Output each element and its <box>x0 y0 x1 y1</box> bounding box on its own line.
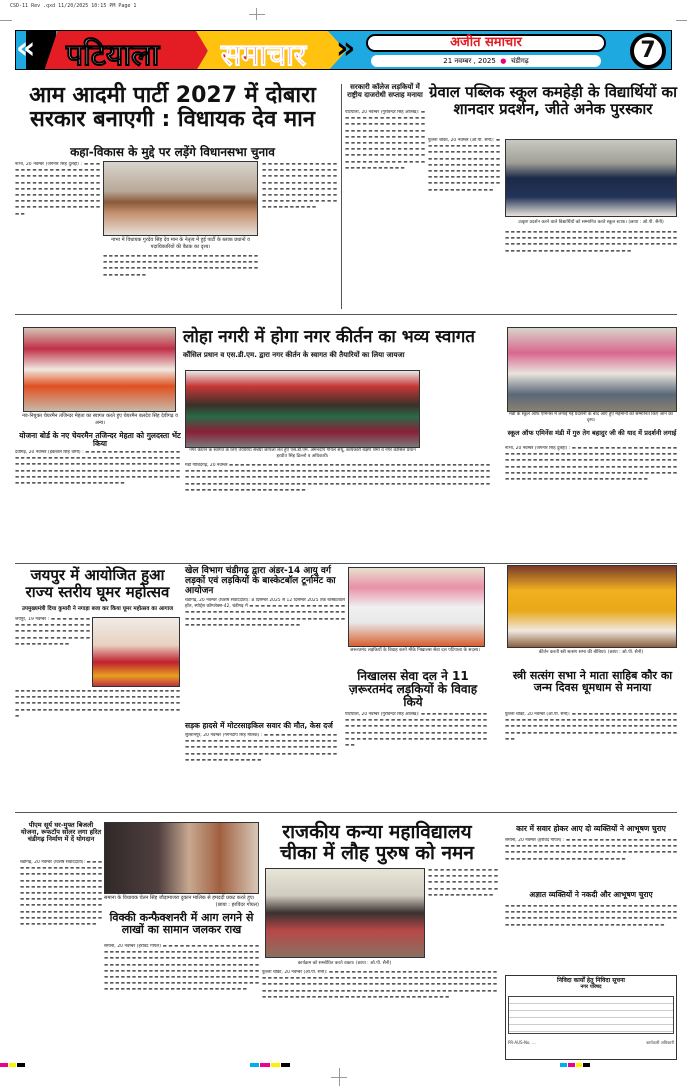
photo-fire-inspection <box>104 822 259 894</box>
column-rule <box>341 84 342 309</box>
caption-nikhalas-photo: जरूरतमंद लड़कियों के विवाह करने मौके निखालस सेवा दल पटियाला के सदस्य। <box>350 648 480 653</box>
notice-table <box>508 996 674 1034</box>
crop-mark <box>676 20 687 21</box>
body-mehta: देवीगढ़, 20 नवम्बर (इकबाल सिंह धीमी) : ▬ ▬ ▬ ▬ ▬ ▬ ▬ ▬ ▬ ▬ ▬ ▬ ▬ ▬ ▬ ▬ ▬ ▬ ▬ ▬ ▬ ▬ ▬ ▬ ▬ ▬ ▬ ▬ ▬ ▬ ▬ ▬ ▬ ▬ ▬ ▬ ▬ ▬ ▬ ▬ ▬ ▬ ▬ ▬ ▬ ▬ ▬ ▬ ▬ ▬ ▬ ▬ ▬ ▬ ▬ ▬ ▬ ▬ ▬ ▬ ▬ ▬ ▬ ▬ ▬ ▬ ▬ ▬ ▬ ▬ ▬ ▬ ▬ ▬ ▬ ▬ ▬ ▬ ▬ ▬ ▬ ▬ ▬ ▬ ▬ ▬ ▬ ▬ ▬ ▬ ▬ ▬ ▬ ▬ ▬ ▬ ▬ ▬ ▬ ▬ ▬ ▬ ▬ ▬ ▬ ▬ ▬ ▬ ▬ ▬ ▬ ▬ ▬ ▬ ▬ ▬ ▬ ▬ ▬ ▬ ▬ ▬ ▬ ▬ ▬ ▬ ▬ ▬ ▬ ▬ ▬ ▬ ▬ ▬ ▬ ▬ ▬ ▬ ▬ ▬ ▬ ▬ ▬ ▬ ▬ ▬ ▬ ▬ ▬ ▬ ▬ ▬ ▬ ▬ ▬ ▬ ▬ <box>15 450 180 487</box>
notice-footer-left: PR-AUS-No. ... <box>508 1040 536 1045</box>
photo-aap-meeting <box>103 161 258 236</box>
section-title-left: पटियाला <box>66 38 160 70</box>
body-solar: चंडीगढ़, 20 नवम्बर (विशेष संवाददाता): ▬ ▬ ▬ ▬ ▬ ▬ ▬ ▬ ▬ ▬ ▬ ▬ ▬ ▬ ▬ ▬ ▬ ▬ ▬ ▬ ▬ ▬ ▬ ▬ ▬ ▬ ▬ ▬ ▬ ▬ ▬ ▬ ▬ ▬ ▬ ▬ ▬ ▬ ▬ ▬ ▬ ▬ ▬ ▬ ▬ ▬ ▬ ▬ ▬ ▬ ▬ ▬ ▬ ▬ ▬ ▬ ▬ ▬ ▬ ▬ ▬ ▬ ▬ ▬ ▬ ▬ ▬ ▬ ▬ ▬ ▬ ▬ ▬ ▬ ▬ ▬ ▬ ▬ ▬ ▬ ▬ ▬ ▬ ▬ ▬ ▬ ▬ ▬ ▬ ▬ ▬ ▬ ▬ ▬ ▬ ▬ ▬ ▬ ▬ ▬ ▬ ▬ ▬ ▬ ▬ ▬ ▬ ▬ ▬ ▬ ▬ ▬ ▬ ▬ ▬ ▬ ▬ ▬ ▬ ▬ ▬ ▬ ▬ ▬ ▬ ▬ ▬ ▬ ▬ ▬ ▬ ▬ ▬ ▬ ▬ ▬ ▬ ▬ ▬ ▬ ▬ ▬ ▬ ▬ ▬ ▬ ▬ ▬ ▬ ▬ ▬ ▬ <box>20 860 102 928</box>
dateline-nikhalas: पटियाला, 20 नवम्बर (गुरविन्दर सिंह औलख): <box>345 712 420 717</box>
dateline-solar: चंडीगढ़, 20 नवम्बर (विशेष संवाददाता): <box>20 860 85 865</box>
body-grewal-col1: फुल्ला चौका, 20 नवम्बर (ओ.पी. सैनी): ▬ ▬ ▬ ▬ ▬ ▬ ▬ ▬ ▬ ▬ ▬ ▬ ▬ ▬ ▬ ▬ ▬ ▬ ▬ ▬ ▬ ▬ ▬ ▬ ▬ ▬ ▬ ▬ ▬ ▬ ▬ ▬ ▬ ▬ ▬ ▬ ▬ ▬ ▬ ▬ ▬ ▬ ▬ ▬ ▬ ▬ ▬ ▬ ▬ ▬ ▬ ▬ ▬ ▬ ▬ ▬ ▬ ▬ ▬ ▬ ▬ ▬ ▬ ▬ ▬ ▬ ▬ ▬ ▬ ▬ ▬ ▬ ▬ ▬ ▬ ▬ ▬ ▬ ▬ ▬ ▬ ▬ ▬ ▬ ▬ ▬ ▬ ▬ ▬ ▬ ▬ ▬ ▬ ▬ ▬ ▬ ▬ ▬ ▬ ▬ ▬ ▬ ▬ ▬ <box>428 138 500 193</box>
photo-college-event <box>265 868 425 958</box>
caption-fire-text: समाना के विधायक चेतन सिंह जौड़ामाजरा दुकान मालिक से हमदर्दी प्रकट करते हुए। <box>104 895 255 901</box>
caption-grewal: उत्कृष्ट प्रदर्शन करने वाले विद्यार्थियों को सम्मानित करते स्कूल स्टाफ। (छाया : ओ.पी. सैनी) <box>518 220 664 225</box>
dateline-satsang: फुल्ला चौका, 20 नवम्बर (ओ.पी. सैनी): <box>505 712 571 717</box>
headline-anti-dowry: सरकारी कॉलेज लड़कियों में राष्ट्रीय दाजरोधी सप्ताह मनाया <box>347 83 423 99</box>
body-anti-dowry: पटियाला, 20 नवम्बर (गुरविन्दर सिंह औलख): ▬ ▬ ▬ ▬ ▬ ▬ ▬ ▬ ▬ ▬ ▬ ▬ ▬ ▬ ▬ ▬ ▬ ▬ ▬ ▬ ▬ ▬ ▬ ▬ ▬ ▬ ▬ ▬ ▬ ▬ ▬ ▬ ▬ ▬ ▬ ▬ ▬ ▬ ▬ ▬ ▬ ▬ ▬ ▬ ▬ ▬ ▬ ▬ ▬ ▬ ▬ ▬ ▬ ▬ ▬ ▬ ▬ ▬ ▬ ▬ ▬ ▬ ▬ ▬ ▬ ▬ ▬ ▬ ▬ ▬ ▬ ▬ ▬ ▬ ▬ ▬ ▬ ▬ ▬ ▬ ▬ ▬ ▬ ▬ ▬ ▬ ▬ ▬ ▬ ▬ ▬ ▬ ▬ ▬ ▬ ▬ ▬ ▬ ▬ ▬ ▬ ▬ ▬ ▬ ▬ ▬ ▬ ▬ ▬ ▬ ▬ ▬ ▬ ▬ ▬ ▬ ▬ ▬ ▬ ▬ ▬ ▬ ▬ ▬ <box>345 110 425 171</box>
section-rule <box>15 812 677 813</box>
issue-date: 21 नवम्बर , 2025 <box>443 57 496 65</box>
headline-nikhalas: निखालस सेवा दल ने 11 ज़रूरतमंद लड़कियों के विवाह किये <box>348 669 478 710</box>
chevron-right-icon: » <box>336 31 356 66</box>
section-rule <box>15 563 677 564</box>
caption-fire-photo <box>104 895 259 909</box>
page-number: 7 <box>630 33 666 69</box>
dateline-emnes: नाभा, 20 नवम्बर (जगनार सिंह दुलद्दी) : <box>505 446 571 451</box>
caption-satsang-photo: कीर्तन करती स्त्री सत्संग सभा की बीबियां। (छाया : ओ.पी. सैनी) <box>538 650 644 655</box>
headline-mehta: योजना बोर्ड के नए चेयरमैन तजिन्दर मेहता को गुलदस्ता भेंट किया <box>19 431 181 449</box>
dateline-accident: सुल्तानपुर, 20 नवम्बर (गगनदीप सिंह मलिक) : <box>185 733 263 738</box>
dateline-anti-dowry: पटियाला, 20 नवम्बर (गुरविन्दर सिंह औलख): <box>345 110 420 115</box>
headline-college: राजकीय कन्या महाविद्यालय चीका में लौह पुरुष को नमन <box>280 821 474 864</box>
photo-emnes-exhibition <box>507 327 677 412</box>
photo-satsang-kirtan <box>507 565 677 648</box>
body-grewal-col2: ▬ ▬ ▬ ▬ ▬ ▬ ▬ ▬ ▬ ▬ ▬ ▬ ▬ ▬ ▬ ▬ ▬ ▬ ▬ ▬ ▬ ▬ ▬ ▬ ▬ ▬ ▬ ▬ ▬ ▬ ▬ ▬ ▬ ▬ ▬ ▬ ▬ ▬ ▬ ▬ ▬ ▬ ▬ ▬ ▬ ▬ ▬ ▬ ▬ ▬ ▬ ▬ ▬ ▬ ▬ ▬ ▬ ▬ ▬ ▬ ▬ ▬ ▬ ▬ ▬ ▬ ▬ ▬ ▬ ▬ ▬ ▬ ▬ ▬ ▬ ▬ ▬ ▬ ▬ ▬ ▬ ▬ ▬ ▬ ▬ ▬ ▬ ▬ ▬ ▬ ▬ ▬ ▬ ▬ ▬ ▬ ▬ ▬ ▬ ▬ ▬ ▬ ▬ ▬ ▬ ▬ ▬ ▬ ▬ ▬ ▬ ▬ ▬ ▬ ▬ ▬ <box>505 230 677 254</box>
photo-grewal-students <box>505 139 677 217</box>
body-jaipur-col1: जयपुर, 19 नवम्बर : ▬ ▬ ▬ ▬ ▬ ▬ ▬ ▬ ▬ ▬ ▬ ▬ ▬ ▬ ▬ ▬ ▬ ▬ ▬ ▬ ▬ ▬ ▬ ▬ ▬ ▬ ▬ ▬ ▬ ▬ ▬ ▬ ▬ ▬ ▬ ▬ ▬ ▬ ▬ ▬ ▬ ▬ ▬ ▬ ▬ ▬ ▬ ▬ ▬ ▬ ▬ ▬ ▬ ▬ ▬ ▬ <box>15 617 90 647</box>
body-fire: समाना, 20 नवम्बर (हरविंद गोयल) ▬ ▬ ▬ ▬ ▬ ▬ ▬ ▬ ▬ ▬ ▬ ▬ ▬ ▬ ▬ ▬ ▬ ▬ ▬ ▬ ▬ ▬ ▬ ▬ ▬ ▬ ▬ ▬ ▬ ▬ ▬ ▬ ▬ ▬ ▬ ▬ ▬ ▬ ▬ ▬ ▬ ▬ ▬ ▬ ▬ ▬ ▬ ▬ ▬ ▬ ▬ ▬ ▬ ▬ ▬ ▬ ▬ ▬ ▬ ▬ ▬ ▬ ▬ ▬ ▬ ▬ ▬ ▬ ▬ ▬ ▬ ▬ ▬ ▬ ▬ ▬ ▬ ▬ ▬ ▬ ▬ ▬ ▬ ▬ ▬ ▬ ▬ ▬ ▬ ▬ ▬ ▬ ▬ ▬ ▬ ▬ ▬ ▬ ▬ ▬ ▬ ▬ ▬ ▬ ▬ ▬ ▬ ▬ ▬ ▬ ▬ ▬ ▬ ▬ ▬ ▬ ▬ ▬ ▬ ▬ ▬ ▬ ▬ ▬ ▬ ▬ ▬ ▬ ▬ ▬ ▬ ▬ ▬ ▬ ▬ ▬ ▬ ▬ ▬ ▬ ▬ ▬ ▬ ▬ ▬ ▬ ▬ ▬ ▬ ▬ ▬ ▬ ▬ ▬ ▬ ▬ ▬ ▬ ▬ ▬ ▬ ▬ ▬ ▬ ▬ ▬ ▬ ▬ ▬ ▬ ▬ ▬ ▬ ▬ ▬ ▬ ▬ ▬ ▬ ▬ ▬ ▬ ▬ ▬ ▬ ▬ ▬ ▬ ▬ ▬ ▬ ▬ ▬ ▬ ▬ ▬ ▬ ▬ ▬ ▬ ▬ ▬ ▬ ▬ ▬ ▬ ▬ ▬ ▬ ▬ ▬ <box>104 944 259 993</box>
dot-icon: ● <box>498 57 509 65</box>
crop-mark <box>331 1077 347 1078</box>
body-college-col1: ▬ ▬ ▬ ▬ ▬ ▬ ▬ ▬ ▬ ▬ ▬ ▬ ▬ ▬ ▬ ▬ ▬ ▬ ▬ ▬ ▬ ▬ ▬ ▬ ▬ ▬ ▬ ▬ ▬ ▬ ▬ ▬ ▬ ▬ ▬ ▬ ▬ ▬ ▬ ▬ ▬ ▬ ▬ ▬ ▬ ▬ ▬ ▬ ▬ ▬ ▬ ▬ ▬ ▬ ▬ ▬ ▬ ▬ ▬ ▬ <box>428 868 498 898</box>
headline-aap: आम आदमी पार्टी 2027 में दोबारा सरकार बनाएगी : विधायक देव मान <box>29 83 316 133</box>
masthead <box>15 30 672 70</box>
chevron-left-icon: « <box>16 31 36 66</box>
color-registration-bar <box>0 1063 25 1067</box>
newspaper-brand: अजीत समाचार <box>366 34 606 52</box>
headline-grewal: ग्रेवाल पब्लिक स्कूल कमहेड़ी के विद्यार्थियों का शानदार प्रदर्शन, जीते अनेक पुरस्कार <box>429 83 677 118</box>
subhead-aap: कहा-विकास के मुद्दे पर लड़ेंगे विधानसभा चुनाव <box>70 145 275 159</box>
masthead-dateline <box>371 55 601 67</box>
issue-city: चंडीगढ़ <box>510 57 529 65</box>
crop-mark <box>0 20 12 21</box>
headline-theft1: कार में सवार होकर आए दो व्यक्तियों ने आभूषण चुराए <box>516 824 666 833</box>
body-aap-col3: ▬ ▬ ▬ ▬ ▬ ▬ ▬ ▬ ▬ ▬ ▬ ▬ ▬ ▬ ▬ ▬ ▬ ▬ ▬ ▬ ▬ ▬ ▬ ▬ ▬ ▬ ▬ ▬ ▬ ▬ ▬ ▬ ▬ ▬ ▬ ▬ ▬ ▬ ▬ ▬ ▬ ▬ ▬ ▬ ▬ ▬ ▬ ▬ ▬ ▬ ▬ ▬ ▬ ▬ ▬ ▬ ▬ ▬ ▬ ▬ ▬ ▬ ▬ ▬ ▬ ▬ ▬ ▬ ▬ ▬ ▬ ▬ ▬ ▬ ▬ ▬ ▬ ▬ ▬ ▬ ▬ ▬ ▬ ▬ ▬ ▬ ▬ ▬ ▬ ▬ ▬ ▬ ▬ ▬ ▬ ▬ ▬ ▬ ▬ ▬ ▬ <box>262 162 337 211</box>
notice-subtitle: नगर परिषद <box>580 984 602 990</box>
caption-fire-credit: (छाया : हरविंदर गोयल) <box>215 902 259 908</box>
headline-accident: सड़क हादसे में मोटरसाइकिल सवार की मौत, केस दर्ज <box>185 721 333 730</box>
subhead-jaipur: उपमुख्यमंत्री दिया कुमारी ने नगाड़ा बजा कर किया घूमर महोत्सव का आगाज <box>21 606 174 612</box>
dateline-grewal: फुल्ला चौका, 20 नवम्बर (ओ.पी. सैनी): <box>428 138 495 143</box>
body-emnes: नाभा, 20 नवम्बर (जगनार सिंह दुलद्दी) : ▬ ▬ ▬ ▬ ▬ ▬ ▬ ▬ ▬ ▬ ▬ ▬ ▬ ▬ ▬ ▬ ▬ ▬ ▬ ▬ ▬ ▬ ▬ ▬ ▬ ▬ ▬ ▬ ▬ ▬ ▬ ▬ ▬ ▬ ▬ ▬ ▬ ▬ ▬ ▬ ▬ ▬ ▬ ▬ ▬ ▬ ▬ ▬ ▬ ▬ ▬ ▬ ▬ ▬ ▬ ▬ ▬ ▬ ▬ ▬ ▬ ▬ ▬ ▬ ▬ ▬ ▬ ▬ ▬ ▬ ▬ ▬ ▬ ▬ ▬ ▬ ▬ ▬ ▬ ▬ ▬ ▬ ▬ ▬ ▬ ▬ ▬ ▬ ▬ ▬ ▬ ▬ ▬ ▬ ▬ ▬ ▬ ▬ ▬ ▬ ▬ ▬ ▬ ▬ ▬ ▬ ▬ ▬ ▬ ▬ ▬ ▬ ▬ ▬ ▬ ▬ ▬ ▬ ▬ ▬ ▬ ▬ ▬ ▬ ▬ ▬ ▬ ▬ ▬ ▬ ▬ ▬ ▬ ▬ ▬ ▬ ▬ ▬ ▬ ▬ ▬ ▬ ▬ ▬ ▬ ▬ ▬ ▬ ▬ ▬ ▬ ▬ ▬ ▬ ▬ ▬ ▬ ▬ ▬ ▬ ▬ ▬ ▬ ▬ ▬ ▬ ▬ ▬ ▬ <box>505 446 677 483</box>
photo-loha-officials <box>185 370 420 448</box>
caption-mehta-photo: नव-नियुक्त चेयरमैन तजिन्दर मेहता का स्वागत करते हुए चेयरमैन बलदेव सिंह देवीगढ़ व अन्य। <box>22 413 178 426</box>
caption-college: कार्यक्रम को सम्बोधित करते वक्ता। (छाया : ओ.पी. सैनी) <box>297 961 392 966</box>
headline-emnes: स्कूल ऑफ एमिनेंस मंडी में गुरु तेग बहादुर जी की याद में प्रदर्शनी लगाई <box>507 429 677 437</box>
caption-loha: नगर कीर्तन के स्वागत के लिए तैयारियों संबंधी जायजा लेते हुए एस.डी.एम. अमनदीप गोयल संधू, कार्यकारी बेक्षण शर्मा व नगर कौंसिल प्रधान हरप्रीत सिंह ढिल्लो व अधिकारी। <box>189 448 416 459</box>
headline-fire: विक्की कन्फैक्शनरी में आग लगने से लाखों का सामान जलकर राख <box>109 911 254 937</box>
notice-footer-right: कार्यकारी अधिकारी <box>646 1040 674 1045</box>
section-rule <box>15 314 677 315</box>
photo-nikhalas-wedding <box>348 567 485 647</box>
caption-aap: नाभा में विधायक गुरदेव सिंह देव मान के नेतृत्व में हुई पार्टी के ब्लाक प्रधानों व पदाधिकारियों की बैठक का दृश्य। <box>111 237 250 250</box>
body-college-col2: फुल्ला चौका, 20 नवम्बर (ओ.पी. सैनी): ▬ ▬ ▬ ▬ ▬ ▬ ▬ ▬ ▬ ▬ ▬ ▬ ▬ ▬ ▬ ▬ ▬ ▬ ▬ ▬ ▬ ▬ ▬ ▬ ▬ ▬ ▬ ▬ ▬ ▬ ▬ ▬ ▬ ▬ ▬ ▬ ▬ ▬ ▬ ▬ ▬ ▬ ▬ ▬ ▬ ▬ ▬ ▬ ▬ ▬ ▬ ▬ ▬ ▬ ▬ ▬ ▬ ▬ ▬ ▬ ▬ ▬ ▬ ▬ ▬ ▬ ▬ ▬ ▬ ▬ ▬ ▬ ▬ ▬ ▬ ▬ ▬ ▬ ▬ ▬ ▬ ▬ ▬ ▬ ▬ ▬ ▬ ▬ ▬ ▬ ▬ ▬ ▬ ▬ ▬ ▬ ▬ ▬ ▬ ▬ ▬ ▬ ▬ ▬ ▬ ▬ ▬ ▬ ▬ ▬ ▬ ▬ ▬ ▬ ▬ ▬ ▬ ▬ ▬ ▬ ▬ ▬ ▬ ▬ ▬ ▬ ▬ ▬ ▬ ▬ ▬ ▬ ▬ ▬ ▬ ▬ ▬ ▬ ▬ ▬ ▬ ▬ ▬ ▬ ▬ ▬ ▬ ▬ ▬ ▬ ▬ ▬ ▬ ▬ ▬ ▬ ▬ ▬ ▬ ▬ ▬ ▬ ▬ ▬ ▬ ▬ ▬ ▬ ▬ ▬ ▬ ▬ ▬ ▬ ▬ ▬ ▬ ▬ ▬ ▬ ▬ ▬ ▬ ▬ ▬ ▬ ▬ ▬ ▬ ▬ <box>262 970 497 1000</box>
body-nikhalas: पटियाला, 20 नवम्बर (गुरविन्दर सिंह औलख): ▬ ▬ ▬ ▬ ▬ ▬ ▬ ▬ ▬ ▬ ▬ ▬ ▬ ▬ ▬ ▬ ▬ ▬ ▬ ▬ ▬ ▬ ▬ ▬ ▬ ▬ ▬ ▬ ▬ ▬ ▬ ▬ ▬ ▬ ▬ ▬ ▬ ▬ ▬ ▬ ▬ ▬ ▬ ▬ ▬ ▬ ▬ ▬ ▬ ▬ ▬ ▬ ▬ ▬ ▬ ▬ ▬ ▬ ▬ ▬ ▬ ▬ ▬ ▬ ▬ ▬ ▬ ▬ ▬ ▬ ▬ ▬ ▬ ▬ ▬ ▬ ▬ ▬ ▬ ▬ ▬ ▬ ▬ ▬ ▬ ▬ ▬ ▬ ▬ ▬ ▬ ▬ ▬ ▬ ▬ ▬ ▬ ▬ ▬ ▬ ▬ ▬ ▬ ▬ ▬ ▬ ▬ ▬ ▬ ▬ ▬ ▬ ▬ ▬ <box>345 712 487 749</box>
section-title-right: समाचार <box>221 38 307 70</box>
dateline-basketball: चंडीगढ़, 20 नवम्बर (विशेष संवाददाता): 8 दिसम्बर 2025 से 12 दिसम्बर 2025 तक बास्केटबॉल हॉल, स्पोर्ट्स कॉम्प्लेक्स-42, चंडीगढ़ में <box>185 598 345 610</box>
crop-mark <box>249 14 265 15</box>
dateline-jaipur: जयपुर, 19 नवम्बर : <box>15 617 50 622</box>
dateline-college: फुल्ला चौका, 20 नवम्बर (ओ.पी. सैनी): <box>262 970 328 975</box>
body-aap-col1: नाभा, 20 नवम्बर (जगनार सिंह दुलद्दी) : ▬ ▬ ▬ ▬ ▬ ▬ ▬ ▬ ▬ ▬ ▬ ▬ ▬ ▬ ▬ ▬ ▬ ▬ ▬ ▬ ▬ ▬ ▬ ▬ ▬ ▬ ▬ ▬ ▬ ▬ ▬ ▬ ▬ ▬ ▬ ▬ ▬ ▬ ▬ ▬ ▬ ▬ ▬ ▬ ▬ ▬ ▬ ▬ ▬ ▬ ▬ ▬ ▬ ▬ ▬ ▬ ▬ ▬ ▬ ▬ ▬ ▬ ▬ ▬ ▬ ▬ ▬ ▬ ▬ ▬ ▬ ▬ ▬ ▬ ▬ ▬ ▬ ▬ ▬ ▬ ▬ ▬ ▬ ▬ ▬ ▬ ▬ ▬ ▬ ▬ ▬ ▬ ▬ ▬ ▬ ▬ ▬ ▬ ▬ ▬ ▬ ▬ ▬ ▬ ▬ ▬ ▬ ▬ ▬ ▬ <box>15 162 100 217</box>
tender-notice-ad <box>505 975 677 1060</box>
dateline-theft1: समाना, 20 नवम्बर (हरविंद गोयल) : <box>505 838 565 843</box>
caption-emnes-photo: मंडी के स्कूल ऑफ एमिनेंस में लगाई गई प्रदर्शनी के बाद आए हुए मेहमानों को सम्मानित किए जाने का दृश्य। <box>509 412 673 423</box>
dateline-mehta: देवीगढ़, 20 नवम्बर (इकबाल सिंह धीमी) : <box>15 450 84 455</box>
body-theft1: समाना, 20 नवम्बर (हरविंद गोयल) : ▬ ▬ ▬ ▬ ▬ ▬ ▬ ▬ ▬ ▬ ▬ ▬ ▬ ▬ ▬ ▬ ▬ ▬ ▬ ▬ ▬ ▬ ▬ ▬ ▬ ▬ ▬ ▬ ▬ ▬ ▬ ▬ ▬ ▬ ▬ ▬ ▬ ▬ ▬ ▬ ▬ ▬ ▬ ▬ ▬ ▬ ▬ ▬ ▬ ▬ ▬ ▬ ▬ ▬ ▬ ▬ ▬ ▬ ▬ ▬ ▬ ▬ ▬ ▬ ▬ ▬ ▬ ▬ ▬ ▬ ▬ ▬ ▬ ▬ ▬ ▬ ▬ ▬ ▬ ▬ ▬ ▬ ▬ ▬ ▬ ▬ ▬ ▬ ▬ ▬ ▬ ▬ ▬ ▬ ▬ ▬ ▬ ▬ ▬ ▬ ▬ ▬ ▬ ▬ <box>505 838 677 862</box>
headline-satsang: स्त्री सत्संग सभा ने माता साहिब कौर का जन्म दिवस धूमधाम से मनाया <box>512 669 673 695</box>
color-registration-bar <box>250 1063 290 1067</box>
headline-basketball: खेल विभाग चंडीगढ़ द्वारा अंडर-14 आयु वर्ग लड़कों एवं लड़कियों के बास्केटबॉल टूर्नामेंट का आयोजन <box>185 566 336 596</box>
headline-theft2: अज्ञात व्यक्तियों ने नकदी और आभूषण चुराए <box>529 890 653 899</box>
color-registration-bar <box>560 1063 590 1067</box>
subhead-loha: कौंसिल प्रधान व एस.डी.एम. द्वारा नगर कीर्तन के स्वागत की तैयारियों का लिया जायजा <box>183 351 405 359</box>
body-jaipur-col2: ▬ ▬ ▬ ▬ ▬ ▬ ▬ ▬ ▬ ▬ ▬ ▬ ▬ ▬ ▬ ▬ ▬ ▬ ▬ ▬ ▬ ▬ ▬ ▬ ▬ ▬ ▬ ▬ ▬ ▬ ▬ ▬ ▬ ▬ ▬ ▬ ▬ ▬ ▬ ▬ ▬ ▬ ▬ ▬ ▬ ▬ ▬ ▬ ▬ ▬ ▬ ▬ ▬ ▬ ▬ ▬ ▬ ▬ ▬ ▬ ▬ ▬ ▬ ▬ ▬ ▬ ▬ ▬ ▬ ▬ ▬ ▬ ▬ ▬ ▬ ▬ ▬ ▬ ▬ ▬ ▬ ▬ ▬ ▬ ▬ ▬ ▬ ▬ ▬ ▬ ▬ ▬ ▬ ▬ ▬ ▬ ▬ ▬ ▬ ▬ ▬ ▬ ▬ ▬ ▬ ▬ ▬ ▬ ▬ ▬ ▬ ▬ ▬ ▬ ▬ ▬ ▬ ▬ ▬ ▬ ▬ <box>15 689 180 719</box>
photo-mehta-welcome <box>23 327 176 412</box>
body-satsang: फुल्ला चौका, 20 नवम्बर (ओ.पी. सैनी): ▬ ▬ ▬ ▬ ▬ ▬ ▬ ▬ ▬ ▬ ▬ ▬ ▬ ▬ ▬ ▬ ▬ ▬ ▬ ▬ ▬ ▬ ▬ ▬ ▬ ▬ ▬ ▬ ▬ ▬ ▬ ▬ ▬ ▬ ▬ ▬ ▬ ▬ ▬ ▬ ▬ ▬ ▬ ▬ ▬ ▬ ▬ ▬ ▬ ▬ ▬ ▬ ▬ ▬ ▬ ▬ ▬ ▬ ▬ ▬ ▬ ▬ ▬ ▬ ▬ ▬ ▬ ▬ ▬ ▬ ▬ ▬ ▬ ▬ ▬ ▬ ▬ ▬ ▬ ▬ ▬ ▬ ▬ ▬ ▬ ▬ ▬ ▬ ▬ ▬ ▬ ▬ ▬ ▬ ▬ ▬ ▬ ▬ ▬ ▬ ▬ ▬ ▬ ▬ ▬ ▬ ▬ ▬ ▬ ▬ ▬ ▬ ▬ ▬ <box>505 712 677 742</box>
dateline-aap: नाभा, 20 नवम्बर (जगनार सिंह दुलद्दी) : <box>15 162 83 167</box>
body-accident: सुल्तानपुर, 20 नवम्बर (गगनदीप सिंह मलिक) : ▬ ▬ ▬ ▬ ▬ ▬ ▬ ▬ ▬ ▬ ▬ ▬ ▬ ▬ ▬ ▬ ▬ ▬ ▬ ▬ ▬ ▬ ▬ ▬ ▬ ▬ ▬ ▬ ▬ ▬ ▬ ▬ ▬ ▬ ▬ ▬ ▬ ▬ ▬ ▬ ▬ ▬ ▬ ▬ ▬ ▬ ▬ ▬ ▬ ▬ ▬ ▬ ▬ ▬ ▬ ▬ ▬ ▬ ▬ ▬ ▬ ▬ ▬ ▬ ▬ ▬ ▬ ▬ ▬ ▬ ▬ ▬ ▬ ▬ ▬ ▬ ▬ ▬ ▬ ▬ ▬ ▬ ▬ ▬ ▬ ▬ ▬ ▬ ▬ ▬ ▬ ▬ ▬ ▬ ▬ ▬ ▬ ▬ ▬ ▬ ▬ ▬ ▬ ▬ ▬ ▬ ▬ ▬ <box>185 733 337 763</box>
photo-jaipur-ghoomar <box>92 617 180 687</box>
dateline-fire: समाना, 20 नवम्बर (हरविंद गोयल) <box>104 944 161 949</box>
dateline-loha: मंडी गोबिंदगढ़, 20 नवम्बर <box>185 463 228 468</box>
body-theft2: ▬ ▬ ▬ ▬ ▬ ▬ ▬ ▬ ▬ ▬ ▬ ▬ ▬ ▬ ▬ ▬ ▬ ▬ ▬ ▬ ▬ ▬ ▬ ▬ ▬ ▬ ▬ ▬ ▬ ▬ ▬ ▬ ▬ ▬ ▬ ▬ ▬ ▬ ▬ ▬ ▬ ▬ ▬ ▬ ▬ ▬ ▬ ▬ ▬ ▬ ▬ ▬ ▬ ▬ ▬ ▬ ▬ ▬ ▬ ▬ ▬ ▬ ▬ ▬ ▬ ▬ ▬ ▬ ▬ ▬ ▬ ▬ ▬ ▬ ▬ ▬ ▬ ▬ ▬ ▬ ▬ ▬ ▬ ▬ ▬ ▬ ▬ ▬ ▬ ▬ ▬ ▬ ▬ ▬ ▬ ▬ ▬ ▬ ▬ ▬ ▬ ▬ ▬ ▬ ▬ ▬ ▬ ▬ ▬ ▬ ▬ ▬ ▬ ▬ ▬ ▬ ▬ ▬ ▬ ▬ ▬ ▬ <box>505 904 677 928</box>
notice-footer <box>508 1040 674 1046</box>
body-basketball: चंडीगढ़, 20 नवम्बर (विशेष संवाददाता): 8 दिसम्बर 2025 से 12 दिसम्बर 2025 तक बास्केटबॉल हॉल, स्पोर्ट्स कॉम्प्लेक्स-42, चंडीगढ़ में ▬ ▬ ▬ ▬ ▬ ▬ ▬ ▬ ▬ ▬ ▬ ▬ ▬ ▬ ▬ ▬ ▬ ▬ ▬ ▬ ▬ ▬ ▬ ▬ ▬ ▬ ▬ ▬ ▬ ▬ ▬ ▬ ▬ ▬ ▬ ▬ ▬ ▬ ▬ ▬ ▬ ▬ ▬ ▬ ▬ ▬ ▬ ▬ ▬ ▬ ▬ ▬ ▬ ▬ ▬ ▬ ▬ ▬ ▬ ▬ ▬ ▬ ▬ ▬ ▬ ▬ ▬ ▬ ▬ ▬ ▬ ▬ ▬ ▬ ▬ ▬ ▬ ▬ ▬ ▬ ▬ ▬ ▬ ▬ ▬ ▬ ▬ ▬ ▬ ▬ ▬ ▬ ▬ ▬ ▬ ▬ <box>185 598 345 628</box>
print-slug: CSD-11 Rev .qxd 11/20/2025 10:15 PM Page 1 <box>10 3 137 9</box>
body-aap-col2: ▬ ▬ ▬ ▬ ▬ ▬ ▬ ▬ ▬ ▬ ▬ ▬ ▬ ▬ ▬ ▬ ▬ ▬ ▬ ▬ ▬ ▬ ▬ ▬ ▬ ▬ ▬ ▬ ▬ ▬ ▬ ▬ ▬ ▬ ▬ ▬ ▬ ▬ ▬ ▬ ▬ ▬ ▬ ▬ ▬ ▬ ▬ ▬ ▬ ▬ ▬ ▬ ▬ ▬ ▬ ▬ ▬ ▬ ▬ ▬ ▬ ▬ ▬ ▬ ▬ ▬ ▬ ▬ ▬ ▬ ▬ ▬ ▬ ▬ ▬ ▬ ▬ ▬ ▬ ▬ ▬ ▬ ▬ ▬ ▬ ▬ ▬ ▬ ▬ ▬ ▬ ▬ <box>103 254 258 278</box>
body-loha: मंडी गोबिंदगढ़, 20 नवम्बर ▬ ▬ ▬ ▬ ▬ ▬ ▬ ▬ ▬ ▬ ▬ ▬ ▬ ▬ ▬ ▬ ▬ ▬ ▬ ▬ ▬ ▬ ▬ ▬ ▬ ▬ ▬ ▬ ▬ ▬ ▬ ▬ ▬ ▬ ▬ ▬ ▬ ▬ ▬ ▬ ▬ ▬ ▬ ▬ ▬ ▬ ▬ ▬ ▬ ▬ ▬ ▬ ▬ ▬ ▬ ▬ ▬ ▬ ▬ ▬ ▬ ▬ ▬ ▬ ▬ ▬ ▬ ▬ ▬ ▬ ▬ ▬ ▬ ▬ ▬ ▬ ▬ ▬ ▬ ▬ ▬ ▬ ▬ ▬ ▬ ▬ ▬ ▬ ▬ ▬ ▬ ▬ ▬ ▬ ▬ ▬ ▬ ▬ ▬ ▬ ▬ ▬ ▬ ▬ ▬ ▬ ▬ ▬ ▬ ▬ ▬ ▬ ▬ ▬ ▬ ▬ ▬ ▬ ▬ ▬ ▬ ▬ ▬ ▬ ▬ ▬ ▬ ▬ ▬ ▬ ▬ ▬ ▬ ▬ ▬ ▬ ▬ ▬ ▬ ▬ ▬ ▬ ▬ ▬ ▬ ▬ ▬ ▬ ▬ ▬ ▬ ▬ ▬ ▬ ▬ ▬ ▬ ▬ ▬ ▬ ▬ ▬ ▬ ▬ ▬ ▬ ▬ ▬ ▬ ▬ ▬ ▬ ▬ ▬ ▬ ▬ ▬ ▬ ▬ ▬ ▬ ▬ ▬ ▬ ▬ ▬ ▬ ▬ ▬ ▬ ▬ ▬ ▬ ▬ ▬ ▬ ▬ ▬ ▬ ▬ ▬ ▬ ▬ ▬ ▬ ▬ ▬ ▬ ▬ ▬ ▬ ▬ ▬ ▬ ▬ ▬ ▬ ▬ ▬ ▬ ▬ ▬ ▬ ▬ ▬ ▬ ▬ ▬ ▬ ▬ ▬ ▬ ▬ ▬ <box>185 463 490 493</box>
headline-loha: लोहा नगरी में होगा नगर कीर्तन का भव्य स्वागत <box>183 327 475 347</box>
notice-title: निविदा कार्यों हेतु निविदा सूचना <box>557 977 625 984</box>
headline-solar: पीएम सूर्य घर-मुफ्त बिजली योजना, रूफटॉप सोलर लगा हरित चंडीगढ़ निर्माण में दें योगदान <box>20 821 102 844</box>
headline-jaipur: जयपुर में आयोजित हुआ राज्य स्तरीय घूमर महोत्सव <box>25 566 170 601</box>
